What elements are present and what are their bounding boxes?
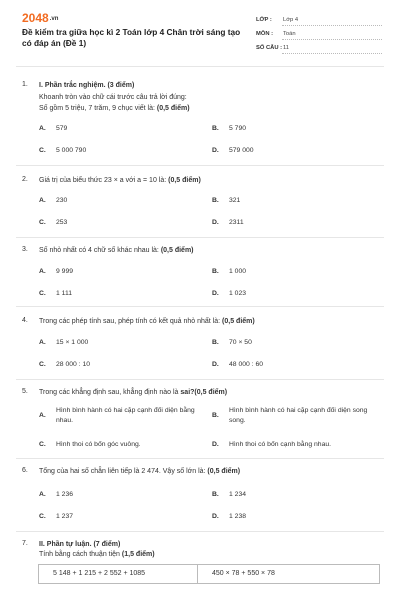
header-divider (16, 66, 384, 67)
site-logo[interactable] (22, 11, 58, 25)
question-divider (16, 458, 384, 459)
question-subtext: Số gồm 5 triệu, 7 trăm, 9 chục viết là: (0,5 điểm) (39, 105, 190, 112)
page-title: Đề kiểm tra giữa học kì 2 Toán lớp 4 Chân trời sáng tạo có đáp án (Đề 1) (22, 27, 241, 48)
question-text (39, 81, 384, 91)
calculation-table (38, 564, 380, 584)
question-divider (16, 237, 384, 238)
option-a[interactable]: A. Hình bình hành có hai cặp cạnh đối diện bằng nhau. (39, 407, 195, 424)
question-text: Số nhỏ nhất có 4 chữ số khác nhau là: (0,5 điểm) (39, 247, 194, 254)
page-header (0, 0, 400, 62)
question-divider (16, 379, 384, 380)
table-cell-expression-1: 5 148 + 1 215 + 2 552 + 1085 (39, 565, 198, 583)
logo-number: 2048 (22, 11, 49, 25)
question-text: Tổng của hai số chẵn liên tiếp là 2 474. Vậy số lớn là: (0,5 điểm) (39, 468, 241, 475)
meta-divider (282, 39, 382, 40)
option-b[interactable]: B. Hình bình hành có hai cặp cạnh đối diện song song. (212, 407, 368, 424)
question-divider (16, 531, 384, 532)
question-text (39, 540, 384, 550)
section-heading: I. Phần trắc nghiệm. (3 điểm) (39, 82, 135, 89)
meta-count-value: 11 (283, 45, 290, 51)
question-instruction: Khoanh tròn vào chữ cái trước câu trả lời đúng: (39, 94, 187, 101)
meta-subject (256, 30, 382, 40)
question-number: 2. (22, 176, 28, 183)
points-label: (0,5 điểm) (168, 177, 201, 184)
question-divider (16, 306, 384, 307)
points-label: sai?(0,5 điểm) (180, 389, 228, 396)
meta-divider (282, 53, 382, 54)
question-text: Trong các phép tính sau, phép tính có kết quả nhỏ nhất là: (0,5 điểm) (39, 318, 255, 325)
question-number: 7. (22, 540, 28, 547)
question-text: Giá trị của biểu thức 23 × a với a = 10 là: (0,5 điểm) (39, 177, 201, 184)
points-label: (0,5 điểm) (207, 468, 241, 475)
logo-suffix: .vn (49, 16, 59, 22)
question-number: 1. (22, 81, 28, 88)
question-number: 3. (22, 246, 28, 253)
meta-count-key: SỐ CÂU : (256, 45, 283, 51)
question-number: 6. (22, 467, 28, 474)
points-label: (0,5 điểm) (156, 105, 190, 112)
meta-divider (282, 25, 382, 26)
meta-subject-value: Toán (283, 31, 296, 37)
question-number: 5. (22, 388, 28, 395)
question-number: 4. (22, 317, 28, 324)
question-divider (16, 165, 384, 166)
meta-class-key: LỚP : (256, 17, 272, 23)
points-label: (1,5 điểm) (121, 551, 155, 558)
meta-count (256, 44, 382, 54)
exam-page: 2048.vn Đề kiểm tra giữa học kì 2 Toán lớp 4 Chân trời sáng tạo có đáp án (Đề 1) LỚP : Lớp 4 MÔN : Toán SỐ CÂU : 11 1. I. Phần trắc nghiệm. (3 điểm) Khoanh tròn vào chữ cái trước câu trả lời đúng: Số gồm 5 triệu, 7 trăm, 9 chục viết là: (0,5 điểm) A. 579 B. 5 790 C. 5 000 790 D. 579 000 2. Giá trị của biểu thức 23 × a với a = 10 là: (0,5 điểm) A. 230 B. 321 C. 253 D. 2311 3. Số nhỏ nhất có 4 chữ số khác nhau là: (0,5 điểm) A. 9 999 B. 1 000 C. 1 111 D. 1 023 4. Trong các phép tính sau, phép tính có kết quả nhỏ nhất là: (0,5 điểm) A. 15 × 1 000 B. 70 × 50 C. 28 000 : 10 D. 48 000 : 60 5. Trong các khẳng định sau, khẳng định nào là sai?(0,5 điểm) A. Hình bình hành có hai cặp cạnh đối diện bằng nhau. B. Hình bình hành có hai cặp cạnh đối diện song song. C. Hình thoi có bốn góc vuông. D. Hình thoi có bốn cạnh bằng nhau. 6. Tổng của hai số chẵn liên tiếp là 2 474. Vậy số lớn là: (0,5 điểm) A. 1 236 B. 1 234 C. 1 237 D. 1 238 7. II. Phần tự luận. (7 điểm) Tính bằng cách thuận tiện (1,5 điểm) 5 148 + 1 215 + 2 552 + 1085 450 × 78 + 550 × 78 (0, 0, 400, 600)
meta-subject-key: MÔN : (256, 31, 274, 37)
points-label: (0,5 điểm) (222, 318, 255, 325)
section-heading: II. Phần tự luận. (7 điểm) (39, 541, 121, 548)
question-subtext: Tính bằng cách thuận tiện (1,5 điểm) (39, 551, 155, 558)
table-cell-expression-2: 450 × 78 + 550 × 78 (212, 570, 275, 577)
points-label: (0,5 điểm) (160, 247, 194, 254)
meta-class-value: Lớp 4 (283, 17, 299, 23)
question-text: Trong các khẳng định sau, khẳng định nào là sai?(0,5 điểm) (39, 389, 228, 396)
meta-class (256, 16, 382, 26)
